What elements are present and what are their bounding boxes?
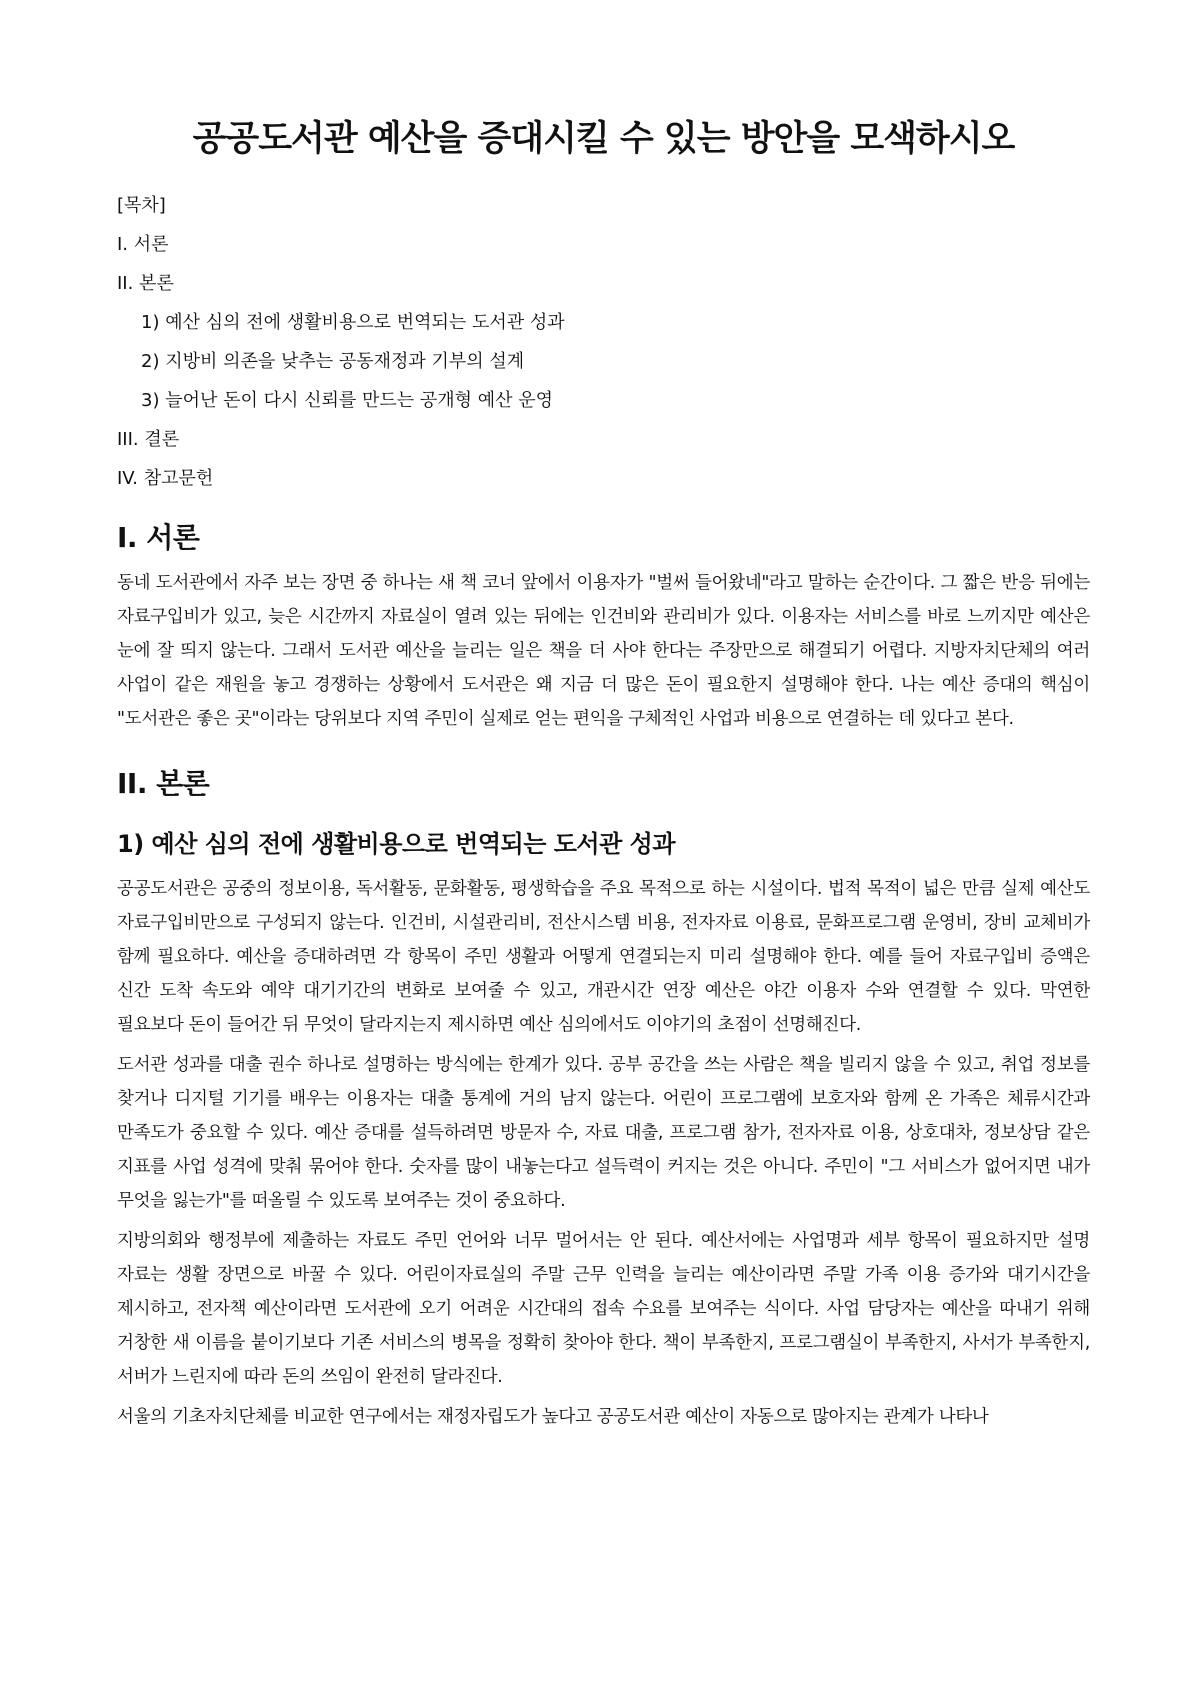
- table-of-contents: [117, 186, 1090, 498]
- toc-item-body-3: 3) 늘어난 돈이 다시 신뢰를 만드는 공개형 예산 운영: [141, 390, 554, 411]
- toc-heading: [목차]: [117, 195, 166, 216]
- body-paragraph: 지방의회와 행정부에 제출하는 자료도 주민 언어와 너무 멀어서는 안 된다. 예산서에는 사업명과 세부 항목이 필요하지만 설명 자료는 생활 장면으로 바꿀 수 있다. 어린이자료실의 주말 근무 인력을 늘리는 예산이라면 주말 가족 이용 증가와 대기시간을 제시하고, 전자책 예산이라면 도서관에 오기 어려운 시간대의 접속 수요를 보여주는 식이다. 사업 담당자는 예산을 따내기 위해 거창한 새 이름을 붙이기보다 기존 서비스의 병목을 정확히 찾아야 한다. 책이 부족한지, 프로그램실이 부족한지, 사서가 부족한지, 서버가 느린지에 따라 돈의 쓰임이 완전히 달라진다.: [117, 1230, 1090, 1387]
- section-heading-intro: I. 서론: [117, 521, 200, 554]
- toc-item-body-1: 1) 예산 심의 전에 생활비용으로 번역되는 도서관 성과: [141, 312, 565, 333]
- toc-item-body-2: 2) 지방비 의존을 낮추는 공동재정과 기부의 설계: [141, 351, 525, 372]
- toc-item-intro: I. 서론: [117, 234, 169, 255]
- body-paragraph-truncated: 서울의 기초자치단체를 비교한 연구에서는 재정자립도가 높다고 공공도서관 예산이 자동으로 많아지는 관계가 나타나: [117, 1406, 989, 1427]
- body-paragraph: 도서관 성과를 대출 권수 하나로 설명하는 방식에는 한계가 있다. 공부 공간을 쓰는 사람은 책을 빌리지 않을 수 있고, 취업 정보를 찾거나 디지털 기기를 배우는 이용자는 대출 통계에 거의 남지 않는다. 어린이 프로그램에 보호자와 함께 온 가족은 체류시간과 만족도가 중요할 수 있다. 예산 증대를 설득하려면 방문자 수, 자료 대출, 프로그램 참가, 전자자료 이용, 상호대차, 정보상담 같은 지표를 사업 성격에 맞춰 묶어야 한다. 숫자를 많이 내놓는다고 설득력이 커지는 것은 아니다. 주민이 "그 서비스가 없어지면 내가 무엇을 잃는가"를 떠올릴 수 있도록 보여주는 것이 중요하다.: [117, 1054, 1090, 1211]
- toc-item-references: IV. 참고문헌: [117, 468, 214, 489]
- intro-paragraph: 동네 도서관에서 자주 보는 장면 중 하나는 새 책 코너 앞에서 이용자가 "벌써 들어왔네"라고 말하는 순간이다. 그 짧은 반응 뒤에는 자료구입비가 있고, 늦은 시간까지 자료실이 열려 있는 뒤에는 인건비와 관리비가 있다. 이용자는 서비스를 바로 느끼지만 예산은 눈에 잘 띄지 않는다. 그래서 도서관 예산을 늘리는 일은 책을 더 사야 한다는 주장만으로 해결되기 어렵다. 지방자치단체의 여러 사업이 같은 재원을 놓고 경쟁하는 상황에서 도서관은 왜 지금 더 많은 돈이 필요한지 설명해야 한다. 나는 예산 증대의 핵심이 "도서관은 좋은 곳"이라는 당위보다 지역 주민이 실제로 얻는 편익을 구체적인 사업과 비용으로 연결하는 데 있다고 본다.: [117, 573, 1090, 730]
- subsection-heading-1: 1) 예산 심의 전에 생활비용으로 번역되는 도서관 성과: [117, 829, 676, 858]
- section-heading-body: II. 본론: [117, 767, 210, 801]
- toc-item-body: II. 본론: [117, 273, 174, 294]
- document-title: 공공도서관 예산을 증대시킬 수 있는 방안을 모색하시오: [192, 119, 1015, 159]
- body-paragraph: 공공도서관은 공중의 정보이용, 독서활동, 문화활동, 평생학습을 주요 목적으로 하는 시설이다. 법적 목적이 넓은 만큼 실제 예산도 자료구입비만으로 구성되지 않는다. 인건비, 시설관리비, 전산시스템 비용, 전자자료 이용료, 문화프로그램 운영비, 장비 교체비가 함께 필요하다. 예산을 증대하려면 각 항목이 주민 생활과 어떻게 연결되는지 미리 설명해야 한다. 예를 들어 자료구입비 증액은 신간 도착 속도와 예약 대기기간의 변화로 보여줄 수 있고, 개관시간 연장 예산은 야간 이용자 수와 연결할 수 있다. 막연한 필요보다 돈이 들어간 뒤 무엇이 달라지는지 제시하면 예산 심의에서도 이야기의 초점이 선명해진다.: [117, 878, 1090, 1035]
- toc-item-conclusion: III. 결론: [117, 429, 180, 450]
